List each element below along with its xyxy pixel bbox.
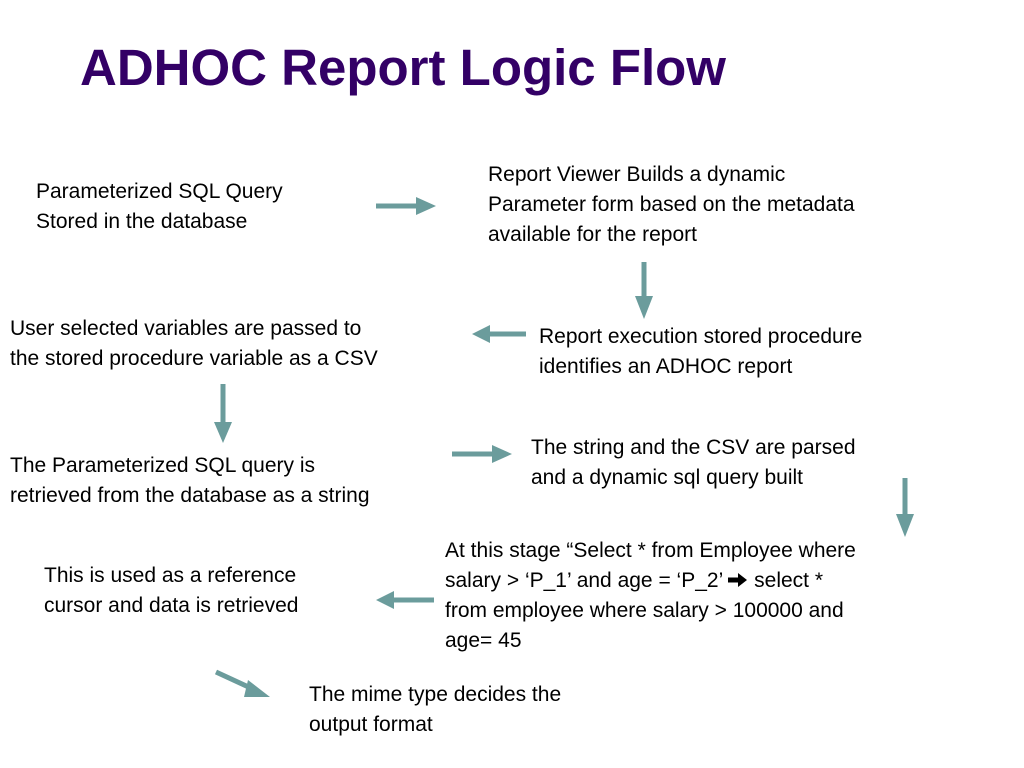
step-text-fragment: salary > ‘P_1’ and age = ‘P_2’ — [445, 569, 723, 592]
arrow-down-icon — [896, 478, 914, 537]
step-text-fragment: select * — [754, 569, 824, 592]
step-text-line: available for the report — [488, 223, 697, 246]
step-text-line: Report execution stored procedure — [539, 325, 863, 348]
step-text-line: User selected variables are passed to — [10, 317, 362, 340]
step-text-line: age= 45 — [445, 629, 522, 652]
step-text-line: identifies an ADHOC report — [539, 355, 793, 378]
step-text-line: the stored procedure variable as a CSV — [10, 347, 378, 370]
step-text-line: The mime type decides the — [309, 683, 562, 706]
step-text-line: The Parameterized SQL query is — [10, 454, 316, 477]
step-text-line: cursor and data is retrieved — [44, 594, 299, 617]
step-text-line: Report Viewer Builds a dynamic — [488, 163, 786, 186]
step-text-line: retrieved from the database as a string — [10, 484, 370, 507]
arrow-diagonal-icon — [216, 672, 270, 697]
arrow-down-icon — [214, 384, 232, 443]
step-text-line: Stored in the database — [36, 210, 248, 233]
page-title: ADHOC Report Logic Flow — [80, 39, 726, 96]
step-text-line: Parameter form based on the metadata — [488, 193, 855, 216]
step-text-line: from employee where salary > 100000 and — [445, 599, 844, 622]
arrow-right-icon — [376, 197, 436, 215]
arrow-left-icon — [376, 591, 434, 609]
step-text-line: The string and the CSV are parsed — [531, 436, 856, 459]
step-text-line: At this stage “Select * from Employee where — [445, 539, 856, 562]
step-text-line: Parameterized SQL Query — [36, 180, 283, 203]
step-text-line: output format — [309, 713, 433, 736]
arrow-down-icon — [635, 262, 653, 319]
step-text-line: and a dynamic sql query built — [531, 466, 803, 489]
arrow-right-icon — [452, 445, 512, 463]
step-text-line: This is used as a reference — [44, 564, 297, 587]
arrow-left-icon — [472, 325, 526, 343]
